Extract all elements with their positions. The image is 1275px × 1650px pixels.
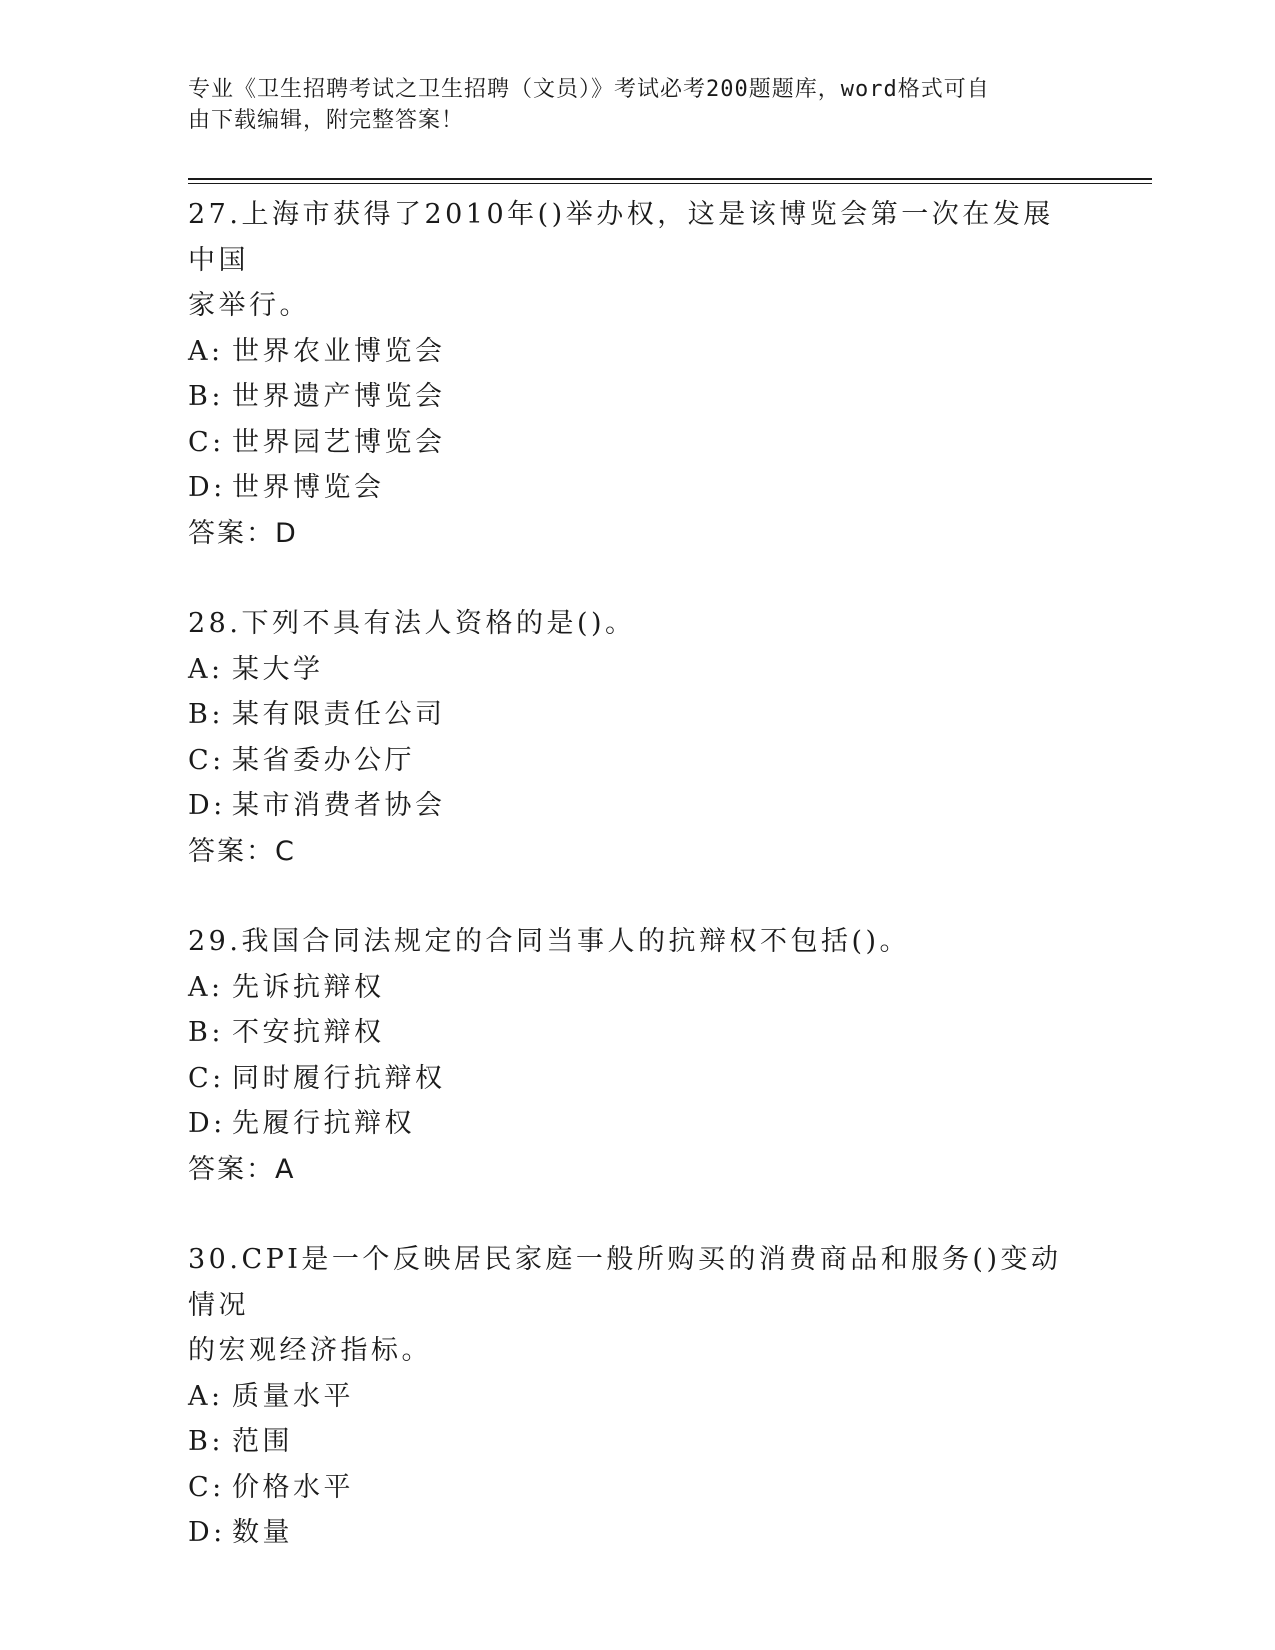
question-30 <box>188 1237 1078 1556</box>
option-text: 世界园艺博览会 <box>232 426 446 458</box>
answer-line: 答案：D <box>188 517 298 549</box>
option-letter: A: <box>188 335 224 367</box>
option-letter: D: <box>188 1517 226 1548</box>
option-b <box>188 1419 1078 1465</box>
option-letter: C: <box>188 744 225 776</box>
option-text: 世界遗产博览会 <box>232 381 446 412</box>
option-letter: B: <box>188 381 224 412</box>
option-letter: C: <box>188 426 225 458</box>
question-stem-line: 27.上海市获得了2010年()举办权，这是该博览会第一次在发展中国 <box>188 199 1054 276</box>
option-text: 先履行抗辩权 <box>232 1108 415 1139</box>
question-stem-line: 家举行。 <box>188 290 310 321</box>
option-text: 范围 <box>232 1426 293 1457</box>
option-b <box>188 692 1078 738</box>
option-a <box>188 1374 1078 1420</box>
question-list <box>188 192 1078 1601</box>
question-stem-line: 30.CPI是一个反映居民家庭一般所购买的消费商品和服务()变动情况 <box>188 1244 1062 1321</box>
option-b <box>188 1010 1078 1056</box>
option-c <box>188 738 1078 784</box>
option-c <box>188 420 1078 466</box>
option-text: 不安抗辩权 <box>232 1017 385 1048</box>
option-letter: D: <box>188 472 226 503</box>
option-text: 世界农业博览会 <box>232 335 446 367</box>
option-text: 同时履行抗辩权 <box>232 1062 446 1094</box>
option-a <box>188 329 1078 375</box>
option-letter: A: <box>188 971 224 1003</box>
answer-line: 答案：A <box>188 1153 296 1185</box>
question-29 <box>188 919 1078 1192</box>
option-c <box>188 1056 1078 1102</box>
option-letter: C: <box>188 1471 225 1503</box>
option-text: 先诉抗辩权 <box>232 971 385 1003</box>
header-rule-thick <box>188 178 1152 180</box>
option-text: 某大学 <box>232 653 324 685</box>
question-stem-line: 的宏观经济指标。 <box>188 1335 432 1366</box>
document-header <box>188 74 1068 136</box>
option-c <box>188 1465 1078 1511</box>
option-text: 世界博览会 <box>232 472 385 503</box>
option-letter: A: <box>188 1380 224 1412</box>
question-stem-line: 28.下列不具有法人资格的是()。 <box>188 608 636 639</box>
option-letter: B: <box>188 699 224 730</box>
option-letter: D: <box>188 790 226 821</box>
answer-line: 答案：C <box>188 835 296 867</box>
header-line-2: 由下载编辑，附完整答案！ <box>188 108 465 133</box>
option-text: 价格水平 <box>232 1471 354 1503</box>
header-rule-thin <box>188 183 1152 184</box>
option-letter: B: <box>188 1017 224 1048</box>
option-a <box>188 965 1078 1011</box>
option-letter: C: <box>188 1062 225 1094</box>
option-d <box>188 783 1078 829</box>
option-d <box>188 465 1078 511</box>
option-a <box>188 647 1078 693</box>
option-text: 某市消费者协会 <box>232 790 446 821</box>
option-d <box>188 1101 1078 1147</box>
question-28 <box>188 601 1078 874</box>
question-stem-line: 29.我国合同法规定的合同当事人的抗辩权不包括()。 <box>188 926 911 957</box>
option-d <box>188 1510 1078 1556</box>
option-b <box>188 374 1078 420</box>
option-text: 质量水平 <box>232 1380 354 1412</box>
header-line-1: 专业《卫生招聘考试之卫生招聘（文员）》考试必考200题题库，word格式可自 <box>188 77 990 102</box>
option-text: 某有限责任公司 <box>232 699 446 730</box>
option-text: 某省委办公厅 <box>232 744 415 776</box>
question-27 <box>188 192 1078 556</box>
option-letter: A: <box>188 653 224 685</box>
option-text: 数量 <box>232 1517 293 1548</box>
option-letter: B: <box>188 1426 224 1457</box>
option-letter: D: <box>188 1108 226 1139</box>
